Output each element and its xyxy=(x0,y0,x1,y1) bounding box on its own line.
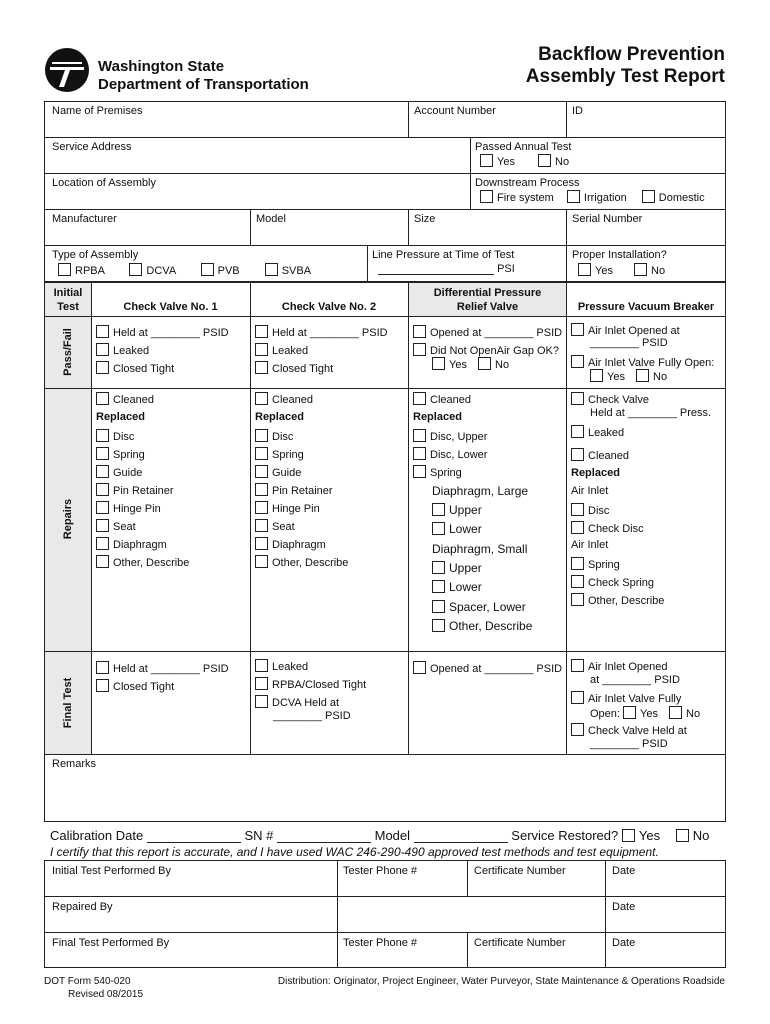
org-name-line2: Department of Transportation xyxy=(98,76,309,93)
pf-pvb-yes-label: Yes xyxy=(607,371,625,383)
proper-installation-label: Proper Installation? xyxy=(572,249,667,261)
pf-cv2-checkbox[interactable] xyxy=(255,361,268,374)
rep-cv1-checkbox[interactable] xyxy=(96,465,109,478)
pf-pvb-inlet-label: Air Inlet Opened at xyxy=(588,325,680,337)
pf-cv1-checkbox[interactable] xyxy=(96,343,109,356)
rep-pvb-disc-label: Disc xyxy=(588,505,610,517)
rep-dp-small-lower-checkbox[interactable] xyxy=(432,580,445,593)
rep-cv2-checkbox[interactable] xyxy=(255,555,268,568)
id-label: ID xyxy=(572,105,583,117)
rep-pvb-cleaned-checkbox[interactable] xyxy=(571,448,584,461)
rep-cv1-checkbox[interactable] xyxy=(96,501,109,514)
revised-date: Revised 08/2015 xyxy=(68,989,144,1000)
rep-cv2-checkbox[interactable] xyxy=(255,537,268,550)
service-address-label: Service Address xyxy=(52,141,132,153)
final-cv1-closed xyxy=(96,679,174,693)
calibration-row xyxy=(50,828,709,843)
passed-yes-label: Yes xyxy=(497,156,515,168)
proper-installation-options xyxy=(578,263,665,277)
rep-pvb-other-checkbox[interactable] xyxy=(571,593,584,606)
pf-pvb-fully-label: Air Inlet Valve Fully Open: xyxy=(588,357,715,369)
final-cv2-dcva-label: DCVA Held at xyxy=(272,697,340,709)
rep-cv2-checkbox[interactable] xyxy=(255,429,268,442)
install-yes-label: Yes xyxy=(595,265,613,277)
check-valve-1-header: Check Valve No. 1 xyxy=(123,301,218,313)
rep-dp-cleaned-checkbox[interactable] xyxy=(413,392,426,405)
final-cv2-dcva xyxy=(255,695,339,709)
rep-cv1-other-label: Other, Describe xyxy=(113,557,190,569)
install-no-checkbox[interactable] xyxy=(634,263,647,276)
rep-dp-disc-upper-label: Disc, Upper xyxy=(430,431,488,443)
rep-cv2-cleaned-label: Cleaned xyxy=(272,394,313,406)
rep-dp-spacer-label: Spacer, Lower xyxy=(449,600,526,614)
rep-dp-small-upper-checkbox[interactable] xyxy=(432,561,445,574)
final-dp-opened-checkbox[interactable] xyxy=(413,661,426,674)
rep-dp-cleaned-label: Cleaned xyxy=(430,394,471,406)
pf-dp-opened-checkbox[interactable] xyxy=(413,325,426,338)
passed-no-label: No xyxy=(555,156,570,168)
form-title-line2: Assembly Test Report xyxy=(525,66,725,87)
line-pressure-label: Line Pressure at Time of Test xyxy=(372,249,515,261)
pf-cv1-item xyxy=(96,343,149,357)
pvb-header: Pressure Vacuum Breaker xyxy=(577,301,715,313)
pf-cv1-closed-label: Closed Tight xyxy=(113,363,175,375)
rep-dp-small-upper-label: Upper xyxy=(449,561,482,575)
final-pvb-check-held-label: Check Valve Held at xyxy=(588,725,687,737)
line-pressure-blank[interactable] xyxy=(378,263,494,275)
calibration-model-label: Model xyxy=(374,828,411,843)
rep-dp-disc-lower-label: Disc, Lower xyxy=(430,449,488,461)
tester-phone-label: Tester Phone # xyxy=(343,937,417,949)
rep-cv2-cleaned-checkbox[interactable] xyxy=(255,392,268,405)
final-cv1-held-checkbox[interactable] xyxy=(96,661,109,674)
rep-cv1-guide-label: Guide xyxy=(113,467,143,479)
final-pvb-at-label: at ________ PSID xyxy=(590,674,680,686)
pf-pvb-fully xyxy=(571,355,714,369)
install-no-label: No xyxy=(651,265,666,277)
rep-dp-diaphragm-large-label: Diaphragm, Large xyxy=(432,484,529,498)
rep-cv1-disc-label: Disc xyxy=(113,431,135,443)
tester-phone-label: Tester Phone # xyxy=(343,865,417,877)
psi-unit: PSI xyxy=(497,263,515,275)
service-restored-no-label: No xyxy=(692,828,710,843)
rep-dp-large-upper-label: Upper xyxy=(449,503,482,517)
pf-cv2-closed-label: Closed Tight xyxy=(272,363,334,375)
rep-cv2-disc-label: Disc xyxy=(272,431,294,443)
pf-pvb-no-checkbox[interactable] xyxy=(636,369,649,382)
calibration-model-blank[interactable] xyxy=(414,829,508,843)
pf-dp-gap-yes-label: Yes xyxy=(449,359,467,371)
rep-cv2-replaced-label: Replaced xyxy=(255,411,304,423)
form-title-line1: Backflow Prevention xyxy=(538,44,725,65)
final-pvb-check-held xyxy=(571,723,687,737)
final-pvb-open-options xyxy=(590,706,700,720)
dcva-checkbox[interactable] xyxy=(129,263,142,276)
pf-dp-gap xyxy=(413,343,559,357)
initial-header-line1: Initial xyxy=(53,287,83,299)
rep-dp-small-lower-label: Lower xyxy=(449,580,482,594)
repairs-section-label: Repairs xyxy=(62,498,74,540)
rep-cv2-hinge-pin-label: Hinge Pin xyxy=(272,503,320,515)
passed-no-checkbox[interactable] xyxy=(538,154,551,167)
fire-system-checkbox[interactable] xyxy=(480,190,493,203)
pf-cv1-checkbox[interactable] xyxy=(96,361,109,374)
final-cv2-leaked xyxy=(255,659,308,673)
certificate-number-label: Certificate Number xyxy=(474,937,566,949)
rep-pvb-disc-checkbox[interactable] xyxy=(571,503,584,516)
certificate-number-label: Certificate Number xyxy=(474,865,566,877)
rep-pvb-check-valve-label: Check Valve xyxy=(588,394,649,406)
rep-cv1-checkbox[interactable] xyxy=(96,537,109,550)
rep-cv2-diaphragm-label: Diaphragm xyxy=(272,539,326,551)
pvb-checkbox[interactable] xyxy=(201,263,214,276)
service-restored-yes-checkbox[interactable] xyxy=(622,829,635,842)
rep-pvb-held-at-label: Held at ________ Press. xyxy=(590,407,712,419)
rep-dp-large-lower-checkbox[interactable] xyxy=(432,522,445,535)
domestic-checkbox[interactable] xyxy=(642,190,655,203)
sn-label: SN # xyxy=(244,828,274,843)
pf-pvb-fully-checkbox[interactable] xyxy=(571,355,584,368)
rep-dp-spring-label: Spring xyxy=(430,467,462,479)
form-number: DOT Form 540-020 xyxy=(44,976,131,987)
final-pvb-yes-checkbox[interactable] xyxy=(623,706,636,719)
type-of-assembly-label: Type of Assembly xyxy=(52,249,139,261)
dprv-header-line2: Relief Valve xyxy=(456,301,519,313)
pf-cv1-held-label: Held at ________ PSID xyxy=(113,327,229,339)
rep-cv1-checkbox[interactable] xyxy=(96,519,109,532)
calibration-date-blank[interactable] xyxy=(147,829,241,843)
final-dp-opened xyxy=(413,661,562,675)
type-of-assembly-options xyxy=(58,263,311,277)
final-pvb-opened-label: Air Inlet Opened xyxy=(588,661,668,673)
initial-test-header xyxy=(45,287,91,313)
final-cv1-closed-checkbox[interactable] xyxy=(96,679,109,692)
rep-cv1-checkbox[interactable] xyxy=(96,555,109,568)
type-svba-label: SVBA xyxy=(281,265,312,277)
pass-fail-section-label: Pass/Fail xyxy=(62,328,74,376)
rep-cv1-spring-label: Spring xyxy=(113,449,145,461)
pf-pvb-psid: ________ PSID xyxy=(590,337,668,349)
manufacturer-label: Manufacturer xyxy=(52,213,117,225)
final-test-performed-by-label: Final Test Performed By xyxy=(52,937,170,949)
remarks-label: Remarks xyxy=(52,758,97,770)
rep-pvb-cleaned-label: Cleaned xyxy=(588,450,629,462)
pf-pvb-inlet xyxy=(571,323,680,337)
rep-pvb-check-spring-checkbox[interactable] xyxy=(571,575,584,588)
rep-cv2-checkbox[interactable] xyxy=(255,465,268,478)
pf-cv1-item xyxy=(96,325,229,339)
wsdot-logo xyxy=(44,47,90,93)
size-label: Size xyxy=(414,213,436,225)
final-pvb-psid-label: ________ PSID xyxy=(590,738,668,750)
pf-cv1-leaked-label: Leaked xyxy=(113,345,150,357)
rep-cv1-replaced-label: Replaced xyxy=(96,411,145,423)
final-cv2-rpba xyxy=(255,677,366,691)
pf-dp-gap-checkbox[interactable] xyxy=(413,343,426,356)
irrigation-label: Irrigation xyxy=(583,192,627,204)
type-pvb-label: PVB xyxy=(217,265,240,277)
rep-cv2-seat-label: Seat xyxy=(272,521,295,533)
final-cv2-rpba-checkbox[interactable] xyxy=(255,677,268,690)
pf-cv2-checkbox[interactable] xyxy=(255,343,268,356)
pf-dp-gap-label: Did Not OpenAir Gap OK? xyxy=(430,345,560,357)
rep-dp-large-lower-label: Lower xyxy=(449,522,482,536)
type-dcva-label: DCVA xyxy=(146,265,176,277)
pf-cv2-item xyxy=(255,361,333,375)
rep-dp-checkbox[interactable] xyxy=(413,429,426,442)
rep-pvb-check-disc-label: Check Disc xyxy=(588,523,644,535)
service-restored-label: Service Restored? xyxy=(511,828,619,843)
pf-pvb-fully-options xyxy=(590,369,667,383)
rep-cv2-checkbox[interactable] xyxy=(255,519,268,532)
account-number-label: Account Number xyxy=(414,105,496,117)
final-cv1-held xyxy=(96,661,229,675)
rep-cv2-guide-label: Guide xyxy=(272,467,302,479)
rep-dp-other-checkbox[interactable] xyxy=(432,619,445,632)
distribution-note: Distribution: Originator, Project Engineer, Water Purveyor, State Maintenance & Operations Roadside xyxy=(277,976,725,987)
final-pvb-check-held-checkbox[interactable] xyxy=(571,723,584,736)
rpba-checkbox[interactable] xyxy=(58,263,71,276)
pf-dp-gap-yes-checkbox[interactable] xyxy=(432,357,445,370)
initial-header-line2: Test xyxy=(57,301,79,313)
final-cv1-held-label: Held at ________ PSID xyxy=(113,663,229,675)
pf-cv2-leaked-label: Leaked xyxy=(272,345,309,357)
final-cv2-leaked-checkbox[interactable] xyxy=(255,659,268,672)
downstream-process-label: Downstream Process xyxy=(475,177,580,189)
dprv-header xyxy=(409,287,566,313)
install-yes-checkbox[interactable] xyxy=(578,263,591,276)
location-of-assembly-label: Location of Assembly xyxy=(52,177,156,189)
initial-test-performed-by-label: Initial Test Performed By xyxy=(52,865,172,877)
rep-pvb-air-inlet-label: Air Inlet xyxy=(571,485,609,497)
type-rpba-label: RPBA xyxy=(75,265,105,277)
final-pvb-fully xyxy=(571,691,681,705)
rep-cv1-diaphragm-label: Diaphragm xyxy=(113,539,167,551)
final-cv2-leaked-label: Leaked xyxy=(272,661,309,673)
pf-cv2-item xyxy=(255,325,388,339)
final-dp-opened-label: Opened at ________ PSID xyxy=(430,663,563,675)
pf-cv2-checkbox[interactable] xyxy=(255,325,268,338)
line-pressure-field xyxy=(378,263,515,275)
final-pvb-opened xyxy=(571,659,668,673)
rep-pvb-spring-checkbox[interactable] xyxy=(571,557,584,570)
rep-cv1-checkbox[interactable] xyxy=(96,447,109,460)
rep-pvb-spring-label: Spring xyxy=(588,559,620,571)
pf-cv1-item xyxy=(96,361,174,375)
rep-cv1-cleaned-checkbox[interactable] xyxy=(96,392,109,405)
final-pvb-yes-label: Yes xyxy=(640,708,658,720)
remarks-box[interactable] xyxy=(44,754,726,822)
service-restored-yes-label: Yes xyxy=(638,828,661,843)
rep-dp-other-label: Other, Describe xyxy=(449,619,533,633)
final-pvb-opened-checkbox[interactable] xyxy=(571,659,584,672)
model-label: Model xyxy=(256,213,286,225)
rep-pvb-air-inlet-label-2: Air Inlet xyxy=(571,539,609,551)
date-label: Date xyxy=(612,865,636,877)
pf-cv2-held-label: Held at ________ PSID xyxy=(272,327,388,339)
rep-pvb-check-disc-checkbox[interactable] xyxy=(571,521,584,534)
rep-cv1-checkbox[interactable] xyxy=(96,429,109,442)
name-of-premises-label: Name of Premises xyxy=(52,105,143,117)
rep-dp-checkbox[interactable] xyxy=(413,447,426,460)
rep-cv1-seat-label: Seat xyxy=(113,521,136,533)
rep-cv2-spring-label: Spring xyxy=(272,449,304,461)
repaired-by-label: Repaired By xyxy=(52,901,113,913)
domestic-label: Domestic xyxy=(658,192,705,204)
rep-pvb-leaked-label: Leaked xyxy=(588,427,625,439)
rep-cv2-checkbox[interactable] xyxy=(255,447,268,460)
downstream-options xyxy=(480,190,705,204)
dprv-header-line1: Differential Pressure xyxy=(433,287,542,299)
date-label: Date xyxy=(612,937,636,949)
final-pvb-no-checkbox[interactable] xyxy=(669,706,682,719)
rep-dp-checkbox[interactable] xyxy=(413,465,426,478)
wsdot-logo-icon xyxy=(44,47,90,93)
final-pvb-fully-checkbox[interactable] xyxy=(571,691,584,704)
rep-cv2-other-label: Other, Describe xyxy=(272,557,349,569)
svba-checkbox[interactable] xyxy=(265,263,278,276)
fire-system-label: Fire system xyxy=(497,192,554,204)
rep-cv1-pin-retainer-label: Pin Retainer xyxy=(113,485,174,497)
certification-statement: I certify that this report is accurate, and I have used WAC 246-290-490 approved test methods and test equipment. xyxy=(50,845,659,859)
rep-pvb-leaked-checkbox[interactable] xyxy=(571,425,584,438)
pf-pvb-no-label: No xyxy=(653,371,668,383)
final-cv2-dcva-checkbox[interactable] xyxy=(255,695,268,708)
calibration-date-label: Calibration Date xyxy=(50,828,144,843)
rep-cv2-pin-retainer-label: Pin Retainer xyxy=(272,485,333,497)
rep-cv2-checkbox[interactable] xyxy=(255,501,268,514)
final-pvb-open-label: Open: xyxy=(590,708,620,720)
final-cv2-psid-label: ________ PSID xyxy=(273,710,351,722)
pf-pvb-inlet-checkbox[interactable] xyxy=(571,323,584,336)
pf-cv2-item xyxy=(255,343,308,357)
pf-cv1-checkbox[interactable] xyxy=(96,325,109,338)
irrigation-checkbox[interactable] xyxy=(567,190,580,203)
sn-blank[interactable] xyxy=(277,829,371,843)
pf-dp-gap-no-checkbox[interactable] xyxy=(478,357,491,370)
final-cv2-rpba-label: RPBA/Closed Tight xyxy=(272,679,367,691)
pf-dp-gap-options xyxy=(432,357,509,371)
passed-annual-test-options xyxy=(480,154,569,168)
final-pvb-no-label: No xyxy=(686,708,701,720)
final-cv1-closed-label: Closed Tight xyxy=(113,681,175,693)
passed-yes-checkbox[interactable] xyxy=(480,154,493,167)
rep-dp-large-upper-checkbox[interactable] xyxy=(432,503,445,516)
final-pvb-fully-label: Air Inlet Valve Fully xyxy=(588,693,682,705)
pf-dp-opened-label: Opened at ________ PSID xyxy=(430,327,563,339)
rep-pvb-other-label: Other, Describe xyxy=(588,595,665,607)
rep-dp-replaced-label: Replaced xyxy=(413,411,462,423)
rep-dp-diaphragm-small-label: Diaphragm, Small xyxy=(432,542,528,556)
date-label: Date xyxy=(612,901,636,913)
rep-pvb-check-spring-label: Check Spring xyxy=(588,577,655,589)
passed-annual-test-label: Passed Annual Test xyxy=(475,141,572,153)
pf-pvb-yes-checkbox[interactable] xyxy=(590,369,603,382)
pf-dp-gap-no-label: No xyxy=(495,359,510,371)
rep-dp-spacer-checkbox[interactable] xyxy=(432,600,445,613)
pf-dp-opened xyxy=(413,325,562,339)
service-restored-no-checkbox[interactable] xyxy=(676,829,689,842)
rep-cv1-cleaned-label: Cleaned xyxy=(113,394,154,406)
rep-cv1-hinge-pin-label: Hinge Pin xyxy=(113,503,161,515)
rep-cv1-checkbox[interactable] xyxy=(96,483,109,496)
final-test-section-label: Final Test xyxy=(62,677,74,729)
org-name-line1: Washington State xyxy=(98,58,225,75)
check-valve-2-header: Check Valve No. 2 xyxy=(281,301,377,313)
rep-pvb-check-valve-checkbox[interactable] xyxy=(571,392,584,405)
serial-number-label: Serial Number xyxy=(572,213,643,225)
rep-cv2-checkbox[interactable] xyxy=(255,483,268,496)
rep-pvb-replaced-label: Replaced xyxy=(571,467,620,479)
